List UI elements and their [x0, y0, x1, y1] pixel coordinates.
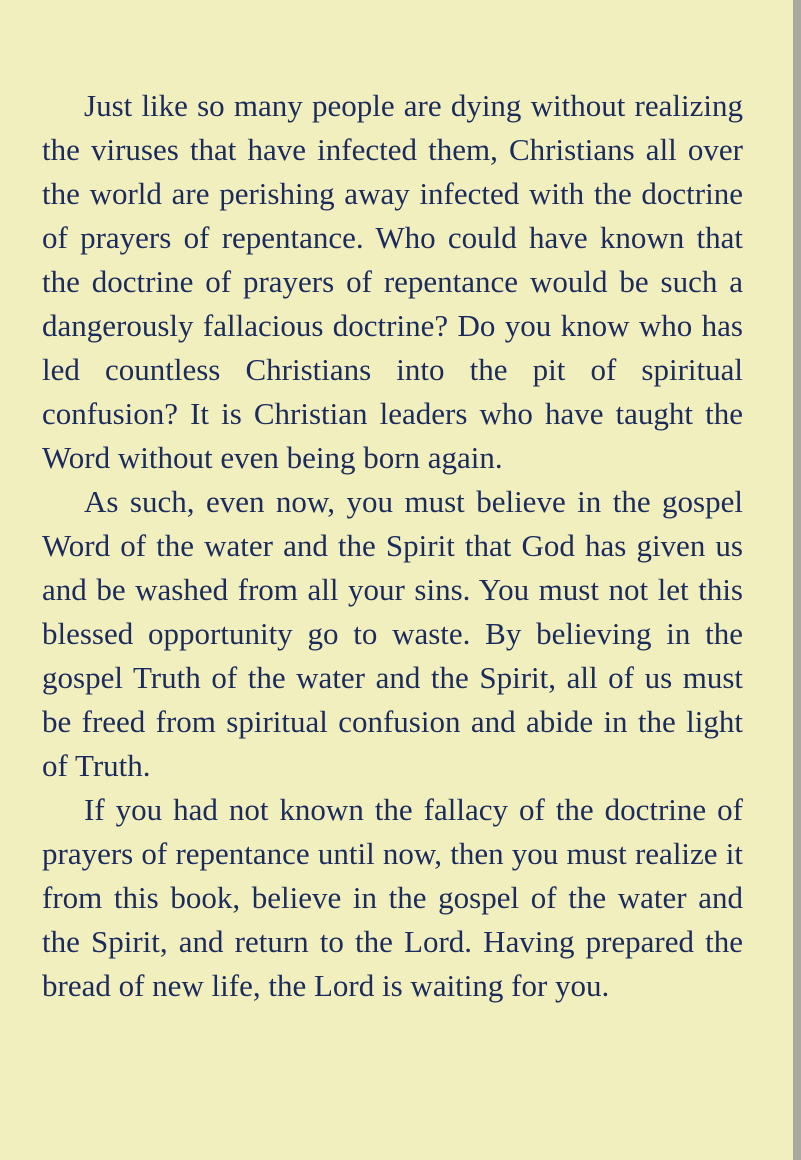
document-page [42, 84, 743, 1008]
paragraph-2: As such, even now, you must believe in the gospel Word of the water and the Spirit that God has given us and be washed from all your sins. You must not let this blessed opportunity go to waste. By believing in the gospel Truth of the water and the Spirit, all of us must be freed from spiritual confusion and abide in the light of Truth. [42, 484, 743, 783]
paragraph-1: Just like so many people are dying without realizing the viruses that have infected them, Christians all over the world are perishing away infected with the doctrine of prayers of repentance. Who could have known that the doctrine of prayers of repentance would be such a dangerously fallacious doctrine? Do you know who has led countless Christians into the pit of spiritual confusion? It is Christian leaders who have taught the Word without even being born again. [42, 88, 743, 475]
page-right-edge [793, 0, 801, 1160]
paragraph-3: If you had not known the fallacy of the doctrine of prayers of repentance until now, then you must realize it from this book, believe in the gospel of the water and the Spirit, and return to the Lord. Having prepared the bread of new life, the Lord is waiting for you. [42, 792, 743, 1003]
